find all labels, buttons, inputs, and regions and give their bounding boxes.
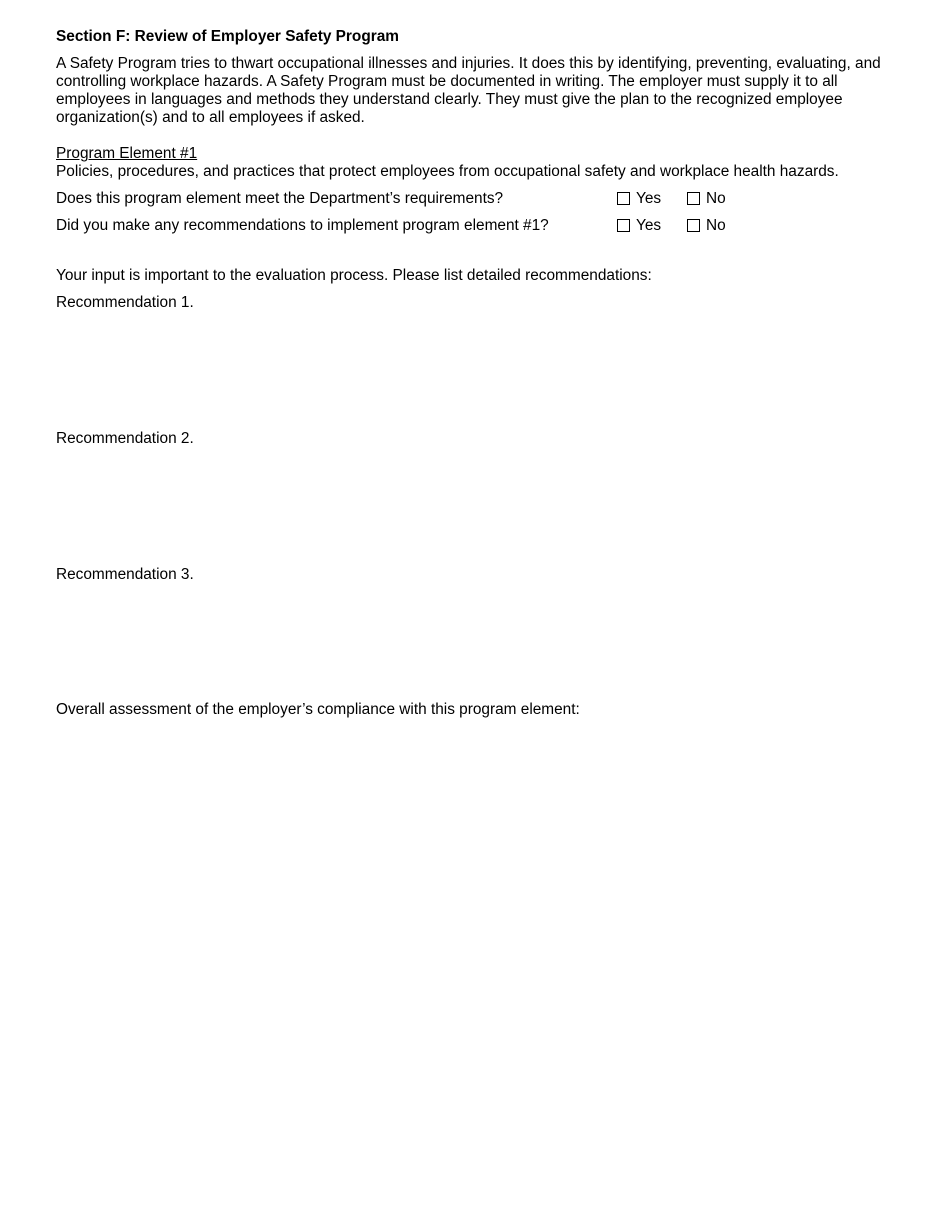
program-element-description: Policies, procedures, and practices that protect employees from occupational safety and workplace health hazards. [56, 163, 839, 180]
question-made-recommendations: Did you make any recommendations to implement program element #1? [56, 217, 549, 234]
recommendation-1-label: Recommendation 1. [56, 294, 194, 311]
recommendation-3-label: Recommendation 3. [56, 566, 194, 583]
intro-paragraph: A Safety Program tries to thwart occupational illnesses and injuries. It does this by identifying, preventing, evaluating, and controlling workplace hazards. A Safety Program must be documented in writing. The employer must supply it to all employees in languages and methods they understand clearly. They must give the plan to the recognized employee organization(s) and to all employees if asked. [56, 55, 881, 126]
question-2-no-label: No [706, 217, 726, 234]
recommendations-prompt: Your input is important to the evaluation process. Please list detailed recommendations: [56, 267, 652, 284]
section-title: Section F: Review of Employer Safety Program [56, 28, 399, 45]
question-1-yes-checkbox[interactable] [617, 192, 630, 205]
question-2-no-checkbox[interactable] [687, 219, 700, 232]
program-element-heading: Program Element #1 [56, 145, 198, 162]
question-2-yes-option[interactable] [617, 217, 661, 235]
question-1-yes-label: Yes [636, 190, 662, 207]
overall-assessment-label: Overall assessment of the employer’s compliance with this program element: [56, 701, 580, 718]
question-meets-requirements: Does this program element meet the Department’s requirements? [56, 190, 504, 207]
question-1-no-option[interactable] [687, 190, 726, 208]
question-1-no-checkbox[interactable] [687, 192, 700, 205]
recommendation-2-label: Recommendation 2. [56, 430, 194, 447]
question-1-no-label: No [706, 190, 726, 207]
question-2-yes-checkbox[interactable] [617, 219, 630, 232]
question-1-yes-option[interactable] [617, 190, 661, 208]
question-2-no-option[interactable] [687, 217, 726, 235]
question-2-yes-label: Yes [636, 217, 662, 234]
